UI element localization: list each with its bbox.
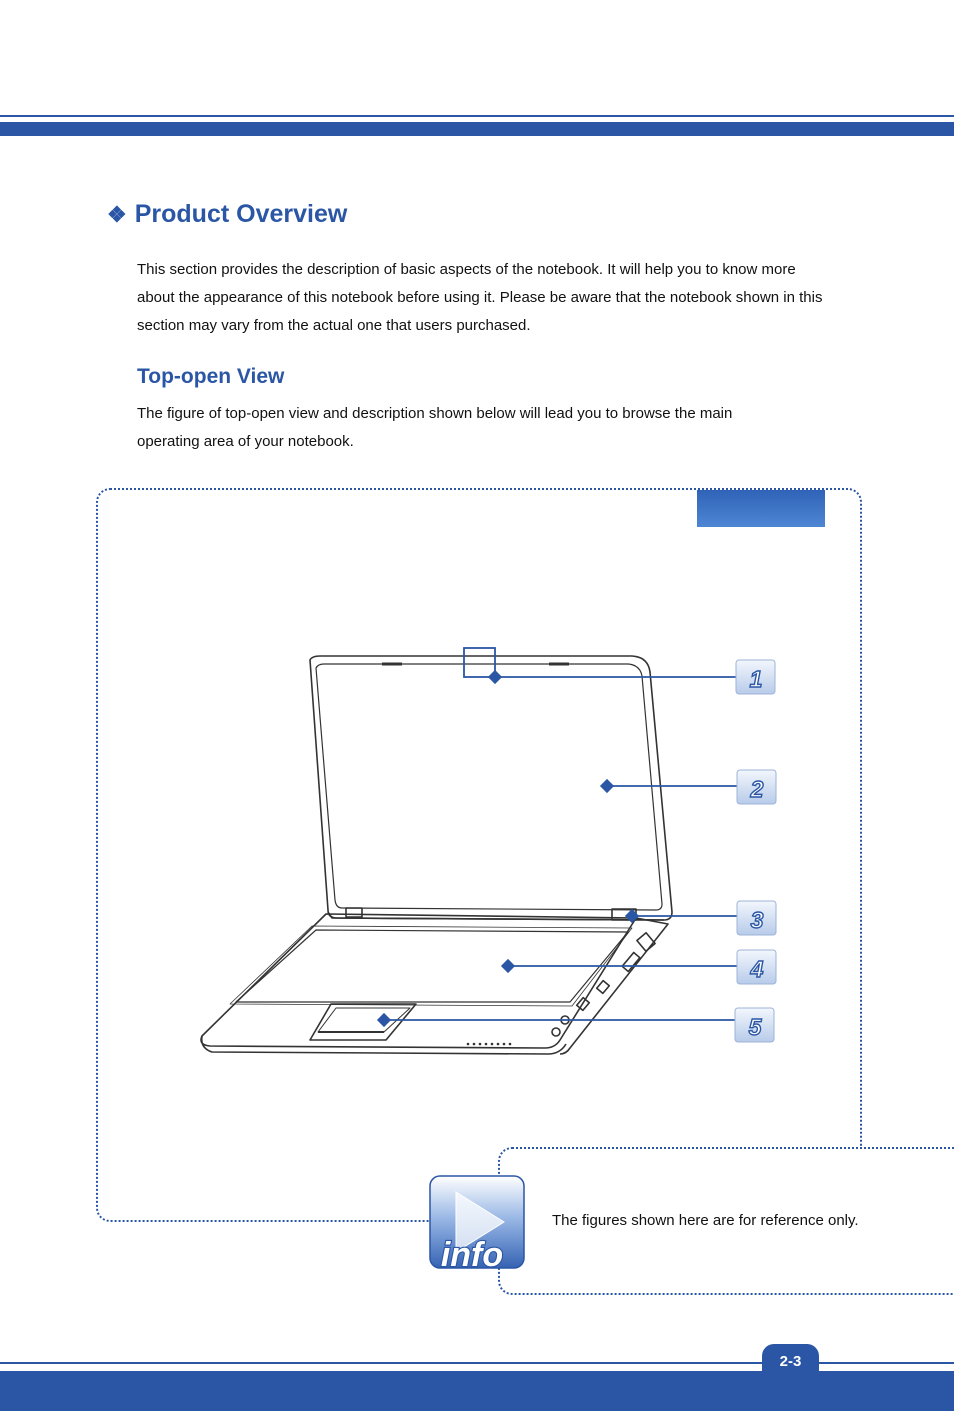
svg-text:5: 5 [748,1014,762,1040]
info-note-text: The figures shown here are for reference only. [552,1212,859,1229]
info-icon [416,1174,528,1274]
intro-paragraph: This section provides the description of basic aspects of the notebook. It will help you to know more about the appearance of this notebook before using it. Please be aware that the notebook shown in this section may vary from the actual one that users purchased. [137,261,823,334]
callout-badge-3 [737,901,776,935]
callout-marker-3 [625,909,639,923]
diamond-bullet-icon: ❖ [107,202,127,227]
webcam-highlight [464,648,495,677]
svg-text:2: 2 [750,776,764,802]
svg-text:4: 4 [750,956,764,982]
section-title-text: Product Overview [134,200,348,228]
svg-text:info: info [440,1236,504,1274]
subsection-paragraph: The figure of top-open view and description shown below will lead you to browse the main operating area of your notebook. [137,405,733,450]
page-number: 2-3 [762,1344,819,1411]
callout-badge-5 [735,1008,774,1042]
svg-text:3: 3 [750,907,764,933]
callout-badge-2 [737,770,776,804]
svg-text:1: 1 [749,666,763,692]
subsection-title: Top-open View [137,365,285,388]
callout-badge-1 [736,660,775,694]
callout-marker-1 [488,670,502,684]
callout-marker-2 [600,779,614,793]
callout-badge-4 [737,950,776,984]
callout-marker-5 [377,1013,391,1027]
callout-marker-4 [501,959,515,973]
